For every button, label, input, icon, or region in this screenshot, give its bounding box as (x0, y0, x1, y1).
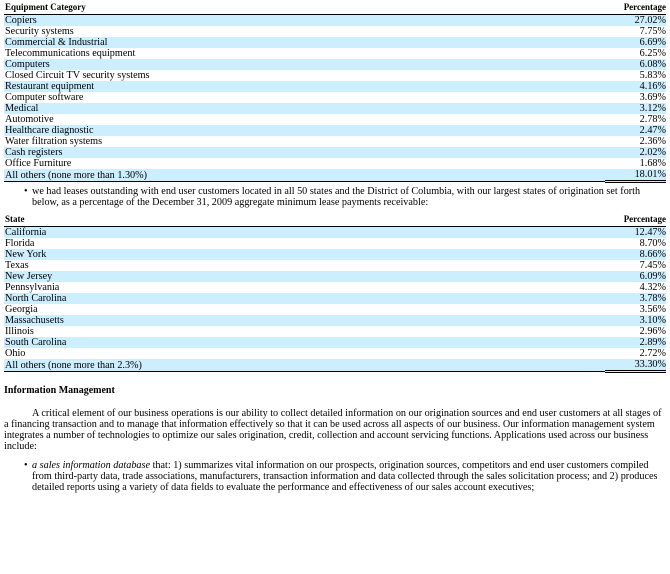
equipment-row (4, 92, 666, 103)
equipment-label: Copiers (4, 15, 605, 27)
state-percentage: 6.09% (605, 271, 666, 282)
state-intro-text: we had leases outstanding with end user customers located in all 50 states and the District of Columbia, with our largest states of origination set forth below, as a percentage of the December 31, 2009 aggregate minimum lease payments receivable: (32, 186, 641, 208)
state-label: Georgia (5, 304, 38, 315)
equipment-label: Automotive (5, 114, 54, 125)
equipment-row (4, 15, 666, 27)
equipment-category-table (4, 1, 666, 183)
state-row (4, 348, 666, 359)
state-percentage: 3.78% (605, 293, 666, 304)
state-label: Texas (5, 260, 29, 271)
equipment-percentage: 6.69% (605, 37, 666, 48)
state-row (4, 337, 666, 348)
state-row (4, 260, 666, 271)
state-label: All others (none more than 2.3%) (4, 359, 605, 372)
sales-database-bullet-item (4, 460, 668, 493)
state-label: Massachusetts (4, 315, 605, 326)
state-label: Ohio (5, 348, 26, 359)
equipment-row (4, 26, 666, 37)
equipment-row (4, 70, 666, 81)
state-percentage: 8.66% (605, 249, 666, 260)
state-table-header (4, 213, 666, 227)
state-percentage: 8.70% (639, 238, 666, 249)
bullet-marker: • (24, 460, 28, 471)
equipment-row (4, 125, 666, 136)
equipment-percentage-header: Percentage (605, 1, 666, 15)
state-row (4, 315, 666, 326)
state-percentage: 33.30% (605, 359, 666, 372)
equipment-percentage: 3.69% (639, 92, 666, 103)
state-table-body (4, 227, 666, 372)
equipment-percentage: 2.36% (639, 136, 666, 147)
equipment-label: Computer software (5, 92, 84, 103)
equipment-percentage: 27.02% (605, 15, 666, 27)
equipment-label: Commercial & Industrial (4, 37, 605, 48)
equipment-percentage: 2.02% (605, 147, 666, 158)
state-row (4, 271, 666, 282)
equipment-label: Cash registers (4, 147, 605, 158)
equipment-label: Computers (4, 59, 605, 70)
equipment-table-body (4, 15, 666, 182)
equipment-percentage: 6.08% (605, 59, 666, 70)
state-percentage-header: Percentage (605, 213, 666, 227)
info-management-paragraph: A critical element of our business operations is our ability to collect detailed information on our origination sources and end user customers at all stages of a financing transaction and to manage that information effectively so that it can be used across all aspects of our business. Our information management system integrates a number of technologies to optimize our sales origination, credit, collection and account servicing functions. Applications used across our business include: (4, 408, 662, 452)
equipment-label: Security systems (5, 26, 74, 37)
section-heading: Information Management (4, 385, 115, 396)
state-intro-bullet-item (4, 186, 668, 208)
equipment-label: Water filtration systems (5, 136, 103, 147)
equipment-row (4, 81, 666, 92)
state-percentage: 2.96% (639, 326, 666, 337)
equipment-label: Restaurant equipment (4, 81, 605, 92)
state-label: Illinois (5, 326, 34, 337)
equipment-percentage: 7.75% (639, 26, 666, 37)
state-percentage: 2.89% (605, 337, 666, 348)
state-row (4, 359, 666, 372)
state-percentage: 4.32% (639, 282, 666, 293)
state-row (4, 238, 666, 249)
sales-database-description: that: 1) summarizes vital information on our prospects, origination sources, competitors and end user customers compiled from third-party data, trade associations, manufacturers, transaction information and data collected through the sales solicitation process; and 2) produces detailed reports using a variety of data fields to evaluate the performance and effectiveness of our sales account executives; (32, 460, 658, 493)
state-label: California (4, 227, 605, 239)
sales-database-term: a sales information database (32, 460, 151, 471)
equipment-row (4, 158, 666, 169)
equipment-category-header: Equipment Category (4, 1, 605, 15)
equipment-table-header (4, 1, 666, 15)
bullet-marker: • (24, 186, 28, 197)
equipment-label: Closed Circuit TV security systems (5, 70, 150, 81)
equipment-row (4, 136, 666, 147)
equipment-row (4, 147, 666, 158)
equipment-row (4, 114, 666, 125)
state-label: New York (4, 249, 605, 260)
equipment-label: Telecommunications equipment (5, 48, 136, 59)
equipment-row (4, 169, 666, 182)
equipment-percentage: 5.83% (639, 70, 666, 81)
state-table (4, 213, 666, 373)
state-label: New Jersey (4, 271, 605, 282)
equipment-row (4, 103, 666, 114)
state-percentage: 2.72% (639, 348, 666, 359)
equipment-row (4, 37, 666, 48)
state-label: South Carolina (4, 337, 605, 348)
equipment-percentage: 4.16% (605, 81, 666, 92)
equipment-percentage: 2.78% (639, 114, 666, 125)
state-percentage: 12.47% (605, 227, 666, 239)
state-row (4, 293, 666, 304)
state-label: North Carolina (4, 293, 605, 304)
state-label: Pennsylvania (5, 282, 60, 293)
equipment-label: Healthcare diagnostic (4, 125, 605, 136)
state-row (4, 304, 666, 315)
state-row (4, 249, 666, 260)
equipment-percentage: 2.47% (605, 125, 666, 136)
equipment-percentage: 1.68% (639, 158, 666, 169)
equipment-row (4, 48, 666, 59)
equipment-label: Office Furniture (5, 158, 72, 169)
state-percentage: 7.45% (639, 260, 666, 271)
equipment-percentage: 6.25% (639, 48, 666, 59)
equipment-label: Medical (4, 103, 605, 114)
state-row (4, 326, 666, 337)
equipment-percentage: 18.01% (605, 169, 666, 182)
state-percentage: 3.56% (639, 304, 666, 315)
document-page (4, 1, 668, 493)
state-header: State (4, 213, 605, 227)
state-label: Florida (5, 238, 35, 249)
equipment-label: All others (none more than 1.30%) (4, 169, 605, 182)
state-row (4, 282, 666, 293)
equipment-row (4, 59, 666, 70)
state-row (4, 227, 666, 239)
equipment-percentage: 3.12% (605, 103, 666, 114)
state-percentage: 3.10% (605, 315, 666, 326)
